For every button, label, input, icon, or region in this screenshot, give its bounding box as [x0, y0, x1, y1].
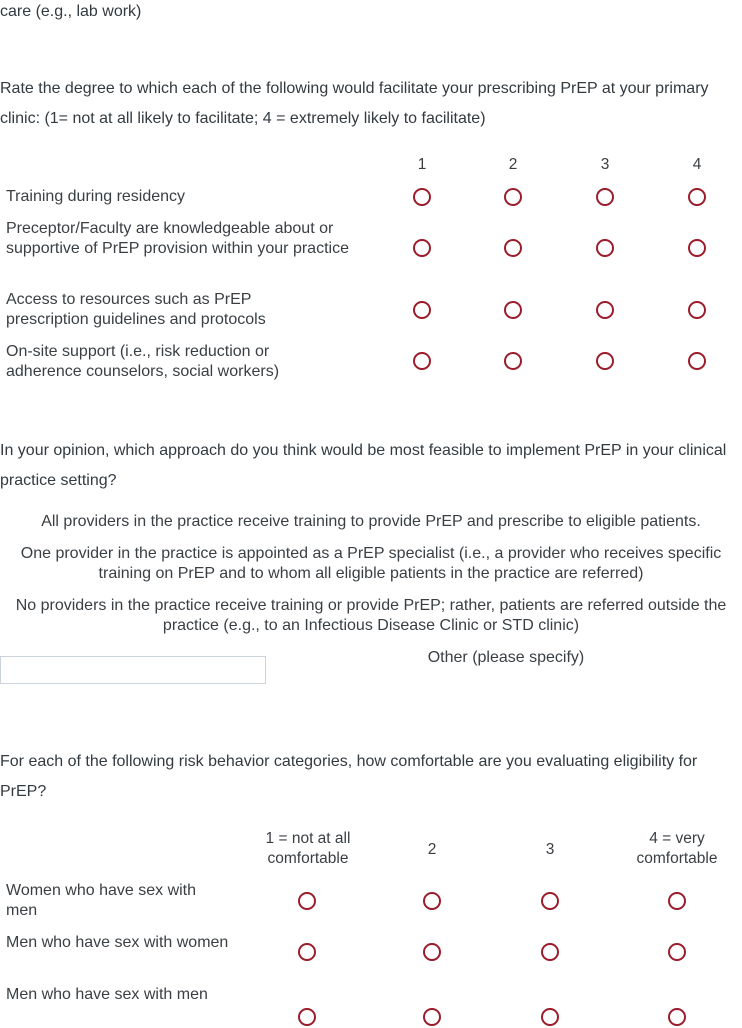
q3-scale-header-2: 2 [427, 841, 437, 858]
q1-row2-radio-1[interactable] [413, 239, 431, 257]
q3-scale-header-1: 1 = not at all comfortable [265, 830, 351, 867]
q1-row2-radio-4[interactable] [688, 239, 706, 257]
q2-option-one-specialist[interactable]: One provider in the practice is appointed as a PrEP specialist (i.e., a provider who receives specific training on PrEP and to whom all eligible patients in the practice are referred) [20, 545, 722, 582]
q1-row-label: Access to resources such as PrEP prescription guidelines and protocols [6, 291, 266, 328]
q3-row1-radio-1[interactable] [298, 892, 316, 910]
q3-row1-radio-2[interactable] [423, 892, 441, 910]
q1-scale-header-3: 3 [600, 156, 610, 173]
q1-row1-radio-2[interactable] [504, 188, 522, 206]
q1-row1-radio-4[interactable] [688, 188, 706, 206]
q1-row4-radio-2[interactable] [504, 352, 522, 370]
q1-row2-radio-3[interactable] [596, 239, 614, 257]
q1-row3-radio-1[interactable] [413, 301, 431, 319]
q3-row2-radio-2[interactable] [423, 943, 441, 961]
q3-row2-radio-3[interactable] [541, 943, 559, 961]
q1-row1-radio-3[interactable] [596, 188, 614, 206]
q3-row3-radio-4[interactable] [668, 1008, 686, 1026]
q3-row2-radio-4[interactable] [668, 943, 686, 961]
q3-row3-radio-2[interactable] [423, 1008, 441, 1026]
q1-row1-radio-1[interactable] [413, 188, 431, 206]
q3-scale-header-3: 3 [545, 841, 555, 858]
q3-row3-radio-1[interactable] [298, 1008, 316, 1026]
q3-row1-radio-4[interactable] [668, 892, 686, 910]
q1-row4-radio-4[interactable] [688, 352, 706, 370]
q3-row3-radio-3[interactable] [541, 1008, 559, 1026]
q1-row2-radio-2[interactable] [504, 239, 522, 257]
q3-row-label: Women who have sex with men [6, 882, 197, 919]
q1-row3-radio-2[interactable] [504, 301, 522, 319]
question-fragment: care (e.g., lab work) [0, 3, 142, 20]
q2-option-no-providers[interactable]: No providers in the practice receive training or provide PrEP; rather, patients are referred outside the practice (e.g., to an Infectious Disease Clinic or STD clinic) [15, 597, 727, 634]
q1-row3-radio-3[interactable] [596, 301, 614, 319]
q2-option-all-providers[interactable]: All providers in the practice receive training to provide PrEP and prescribe to eligible patients. [41, 513, 701, 530]
q1-row4-radio-1[interactable] [413, 352, 431, 370]
q3-scale-header-4: 4 = very comfortable [636, 830, 718, 867]
q3-row-label: Men who have sex with women [6, 934, 229, 951]
q1-prompt: Rate the degree to which each of the following would facilitate your prescribing PrEP at your primary clinic: (1= not at all likely to facilitate; 4 = extremely likely to facilitate) [0, 80, 709, 127]
other-label: Other (please specify) [427, 649, 585, 666]
q2-prompt: In your opinion, which approach do you think would be most feasible to implement PrEP in your clinical practice setting? [0, 442, 727, 489]
other-specify-input[interactable] [0, 656, 266, 684]
q1-scale-header-2: 2 [508, 156, 518, 173]
q1-row-label: Training during residency [6, 188, 186, 205]
q3-row-label: Men who have sex with men [6, 986, 208, 1003]
q1-row4-radio-3[interactable] [596, 352, 614, 370]
q1-row-label: Preceptor/Faculty are knowledgeable about or supportive of PrEP provision within your practice [6, 220, 349, 257]
q1-scale-header-1: 1 [417, 156, 427, 173]
q3-row2-radio-1[interactable] [298, 943, 316, 961]
q1-row3-radio-4[interactable] [688, 301, 706, 319]
q1-scale-header-4: 4 [692, 156, 702, 173]
q3-prompt: For each of the following risk behavior categories, how comfortable are you evaluating eligibility for PrEP? [0, 753, 698, 800]
q1-row-label: On-site support (i.e., risk reduction or adherence counselors, social workers) [6, 343, 280, 380]
q3-row1-radio-3[interactable] [541, 892, 559, 910]
